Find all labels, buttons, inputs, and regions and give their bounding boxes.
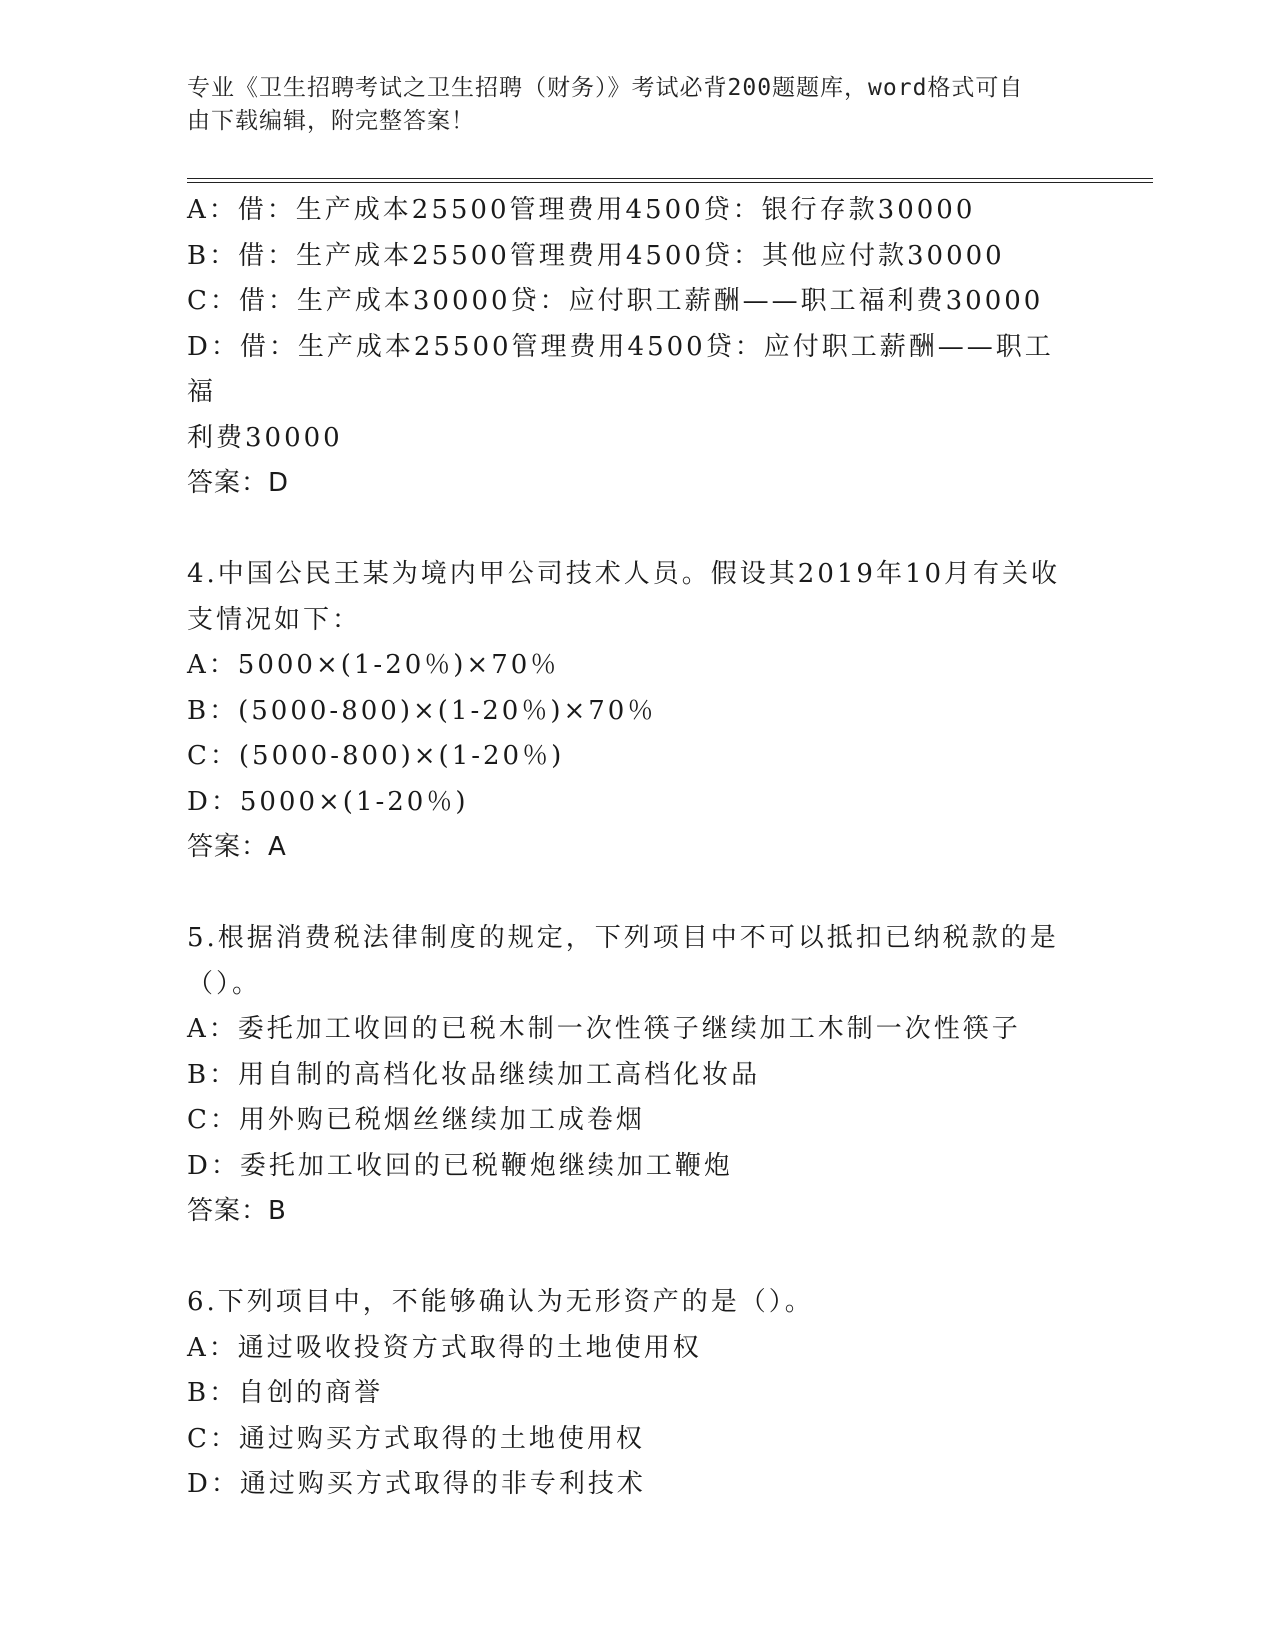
q3-answer: 答案：D	[187, 468, 290, 498]
question-3-block	[187, 188, 1067, 507]
q3-option-b: B：借：生产成本25500管理费用4500贷：其他应付款30000	[187, 240, 1005, 271]
q6-stem: 6.下列项目中，不能够确认为无形资产的是（）。	[187, 1287, 814, 1317]
q5-option-c: C：用外购已税烟丝继续加工成卷烟	[187, 1105, 645, 1135]
header-divider-top	[187, 178, 1153, 179]
question-6-block	[187, 1280, 1067, 1508]
q3-option-c: C：借：生产成本30000贷：应付职工薪酬——职工福利费30000	[187, 286, 1044, 316]
q4-option-d: D：5000×(1-20％)	[187, 786, 469, 817]
q3-option-d-line-2: 利费30000	[187, 422, 343, 453]
q4-stem-line-2: 支情况如下：	[187, 604, 362, 635]
q5-option-d: D：委托加工收回的已税鞭炮继续加工鞭炮	[187, 1150, 733, 1181]
header-divider-bottom	[187, 182, 1153, 183]
q5-stem-line-1: 5.根据消费税法律制度的规定，下列项目中不可以抵扣已纳税款的是	[187, 923, 1059, 953]
document-header	[187, 72, 1067, 138]
q6-option-d: D：通过购买方式取得的非专利技术	[187, 1469, 646, 1499]
q6-option-c: C：通过购买方式取得的土地使用权	[187, 1423, 645, 1454]
q5-stem-line-2: （）。	[187, 968, 262, 999]
spacer	[187, 507, 1067, 553]
q6-option-a: A：通过吸收投资方式取得的土地使用权	[187, 1332, 702, 1363]
q4-answer: 答案：A	[187, 832, 287, 862]
q4-option-a: A：5000×(1-20％)×70％	[187, 650, 560, 680]
q5-option-b: B：用自制的高档化妆品继续加工高档化妆品	[187, 1059, 761, 1090]
question-list	[187, 188, 1067, 1508]
question-5-block	[187, 916, 1067, 1235]
q5-answer: 答案：B	[187, 1196, 287, 1226]
spacer	[187, 871, 1067, 917]
header-line-1: 专业《卫生招聘考试之卫生招聘（财务）》考试必背200题题库，word格式可自	[187, 75, 1024, 101]
q4-stem-line-1: 4.中国公民王某为境内甲公司技术人员。假设其2019年10月有关收	[187, 559, 1061, 589]
q5-option-a: A：委托加工收回的已税木制一次性筷子继续加工木制一次性筷子	[187, 1014, 1021, 1044]
q4-option-b: B：(5000-800)×(1-20％)×70％	[187, 695, 657, 726]
q3-option-a: A：借：生产成本25500管理费用4500贷：银行存款30000	[187, 195, 976, 225]
spacer	[187, 1235, 1067, 1281]
header-line-2: 由下载编辑，附完整答案！	[187, 108, 475, 134]
q4-option-c: C：(5000-800)×(1-20％)	[187, 741, 565, 771]
q6-option-b: B：自创的商誉	[187, 1378, 384, 1408]
question-4-block	[187, 552, 1067, 871]
q3-option-d-line-1: D：借：生产成本25500管理费用4500贷：应付职工薪酬——职工福	[187, 331, 1054, 407]
